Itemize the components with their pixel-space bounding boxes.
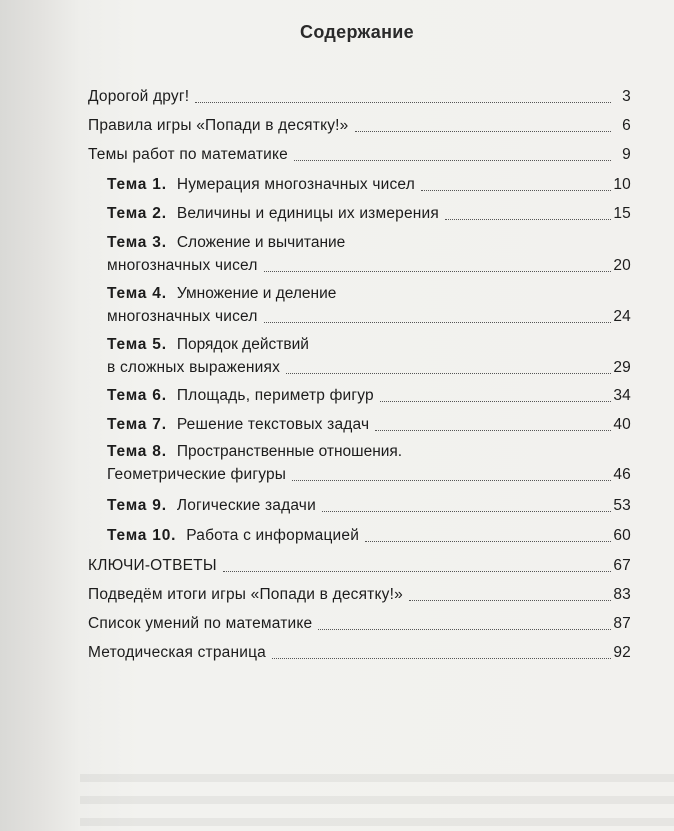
topic-title: Площадь, периметр фигур [176, 387, 374, 404]
table-of-contents [88, 82, 631, 664]
topic-prefix: Тема 6. [107, 387, 167, 404]
toc-topic-10[interactable] [88, 525, 631, 547]
topic-prefix: Тема 10. [107, 527, 177, 544]
toc-page-number: 87 [613, 615, 631, 632]
toc-topic-9[interactable] [88, 495, 631, 517]
toc-page-number: 29 [613, 359, 631, 376]
topic-title: Работа с информацией [186, 527, 360, 544]
page-title: Содержание [300, 22, 414, 42]
topic-prefix: Тема 5. [107, 336, 167, 353]
topic-title: Пространственные отношения. [176, 443, 403, 460]
toc-topic-1[interactable] [88, 174, 631, 196]
toc-page-number: 40 [613, 416, 631, 433]
leader-dots [365, 540, 611, 542]
topic-title-continued: Геометрические фигуры [107, 466, 287, 483]
toc-entry-dear-friend[interactable] [88, 86, 631, 108]
toc-entry-game-results[interactable] [88, 584, 631, 606]
toc-page-number: 10 [613, 176, 631, 193]
toc-entry-label: КЛЮЧИ-ОТВЕТЫ [88, 557, 217, 574]
toc-page-number: 46 [613, 466, 631, 483]
toc-topic-7[interactable] [88, 414, 631, 436]
leader-dots [322, 510, 611, 512]
toc-page-number: 20 [613, 257, 631, 274]
bleed-through-text [80, 760, 674, 831]
toc-entry-label: Темы работ по математике [88, 146, 288, 163]
leader-dots [445, 218, 611, 220]
toc-entry-label: Список умений по математике [88, 615, 313, 632]
toc-page-number: 9 [622, 146, 631, 163]
toc-page-number: 83 [613, 586, 631, 603]
topic-prefix: Тема 3. [107, 234, 167, 251]
leader-dots [286, 372, 611, 374]
topic-prefix: Тема 2. [107, 205, 167, 222]
toc-page-number: 92 [613, 644, 631, 661]
topic-title-continued: многозначных чисел [107, 257, 258, 274]
topic-title-continued: многозначных чисел [107, 308, 258, 325]
topic-title: Порядок действий [176, 336, 309, 353]
toc-entry-label: Подведём итоги игры «Попади в десятку!» [88, 586, 403, 603]
topic-title: Сложение и вычитание [176, 234, 346, 251]
toc-topic-4[interactable] [88, 283, 631, 328]
toc-topic-5[interactable] [88, 334, 631, 379]
topic-title: Величины и единицы их измерения [176, 205, 440, 222]
toc-topic-6[interactable] [88, 385, 631, 407]
toc-entry-math-topics[interactable] [88, 144, 631, 166]
toc-topic-2[interactable] [88, 203, 631, 225]
toc-topic-3[interactable] [88, 232, 631, 277]
topic-prefix: Тема 8. [107, 443, 167, 460]
toc-topic-8[interactable] [88, 441, 631, 486]
topic-title: Решение текстовых задач [176, 416, 370, 433]
toc-page-number: 24 [613, 308, 631, 325]
leader-dots [355, 130, 611, 132]
topic-title: Логические задачи [176, 497, 316, 514]
topic-title: Нумерация многозначных чисел [176, 176, 415, 193]
leader-dots [264, 321, 611, 323]
toc-entry-label: Методическая страница [88, 644, 266, 661]
leader-dots [292, 479, 611, 481]
topic-title-continued: в сложных выражениях [107, 359, 281, 376]
leader-dots [421, 189, 611, 191]
toc-entry-methodical-page[interactable] [88, 642, 631, 664]
toc-page-number: 6 [622, 117, 631, 134]
leader-dots [223, 570, 611, 572]
leader-dots [380, 400, 611, 402]
topic-prefix: Тема 1. [107, 176, 167, 193]
topic-prefix: Тема 4. [107, 285, 167, 302]
toc-entry-label: Правила игры «Попади в десятку!» [88, 117, 349, 134]
leader-dots [272, 657, 611, 659]
topic-title: Умножение и деление [176, 285, 337, 302]
toc-page-number: 67 [613, 557, 631, 574]
toc-entry-answer-keys[interactable] [88, 555, 631, 577]
leader-dots [409, 599, 611, 601]
toc-entry-label: Дорогой друг! [88, 88, 190, 105]
leader-dots [264, 270, 611, 272]
toc-page-number: 53 [613, 497, 631, 514]
topic-prefix: Тема 9. [107, 497, 167, 514]
toc-page-number: 3 [622, 88, 631, 105]
topic-prefix: Тема 7. [107, 416, 167, 433]
toc-entry-game-rules[interactable] [88, 115, 631, 137]
leader-dots [195, 101, 611, 103]
leader-dots [318, 628, 611, 630]
leader-dots [294, 159, 611, 161]
toc-entry-skills-list[interactable] [88, 613, 631, 635]
leader-dots [375, 429, 611, 431]
toc-page-number: 34 [613, 387, 631, 404]
toc-page-number: 60 [613, 527, 631, 544]
toc-page-number: 15 [613, 205, 631, 222]
